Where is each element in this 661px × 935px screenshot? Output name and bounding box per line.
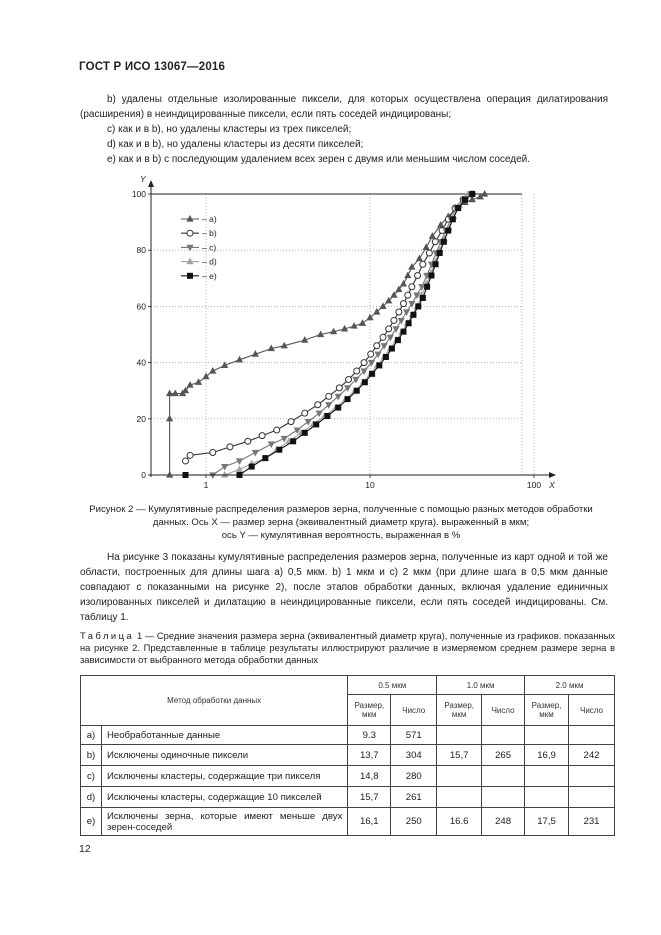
figure-caption-line: ось Y — кумулятивная вероятность, выраженная в % bbox=[221, 530, 461, 541]
y-tick-label: 60 bbox=[136, 301, 146, 312]
series-line bbox=[186, 194, 473, 461]
step-header: 0.5 мкм bbox=[348, 676, 437, 695]
count-cell: 242 bbox=[569, 745, 615, 766]
row-method: Исключены кластеры, содержащие три пикселя bbox=[101, 766, 347, 787]
data-point bbox=[359, 319, 366, 326]
count-header: Число bbox=[391, 695, 437, 726]
series-e bbox=[183, 191, 476, 478]
step-header: 1.0 мкм bbox=[437, 676, 525, 695]
data-point bbox=[400, 301, 406, 307]
data-point bbox=[374, 343, 380, 349]
row-method: Исключены одиночные пиксели bbox=[101, 745, 347, 766]
data-point bbox=[405, 292, 411, 298]
size-cell: 17,5 bbox=[525, 808, 569, 836]
size-cell bbox=[437, 766, 482, 787]
data-point bbox=[335, 405, 341, 411]
data-point bbox=[346, 376, 352, 382]
x-tick-label: 1 bbox=[203, 480, 209, 490]
data-point bbox=[423, 243, 430, 250]
data-point bbox=[227, 444, 233, 450]
data-point bbox=[325, 402, 332, 409]
figure-caption bbox=[70, 503, 612, 542]
data-point bbox=[183, 458, 189, 464]
row-key: d) bbox=[81, 787, 102, 808]
data-point bbox=[252, 450, 259, 457]
data-point bbox=[428, 272, 434, 278]
data-point bbox=[362, 379, 368, 385]
data-point bbox=[380, 334, 386, 340]
count-header: Число bbox=[482, 695, 525, 726]
data-point bbox=[354, 388, 360, 394]
legend-label: – a) bbox=[202, 214, 217, 224]
table-row bbox=[81, 787, 615, 808]
data-point bbox=[245, 438, 251, 444]
data-point bbox=[276, 447, 282, 453]
size-header: Размер, мкм bbox=[437, 695, 482, 726]
series-line bbox=[186, 194, 473, 475]
legend-label: – e) bbox=[202, 270, 217, 281]
data-point bbox=[400, 329, 406, 335]
data-point bbox=[391, 317, 397, 323]
count-cell: 250 bbox=[391, 808, 437, 836]
chart-legend bbox=[181, 214, 217, 281]
x-axis-arrow bbox=[549, 472, 556, 478]
row-method: Исключены зерна, которые имеют меньше двух зерен-соседей bbox=[101, 808, 347, 836]
data-point bbox=[432, 239, 438, 245]
data-point bbox=[361, 360, 367, 366]
chart-axes bbox=[132, 174, 556, 490]
grain-size-table bbox=[80, 675, 615, 836]
data-point bbox=[386, 326, 392, 332]
data-point bbox=[221, 464, 228, 471]
size-cell: 9.3 bbox=[348, 726, 391, 745]
count-cell: 231 bbox=[569, 808, 615, 836]
data-point bbox=[445, 228, 451, 234]
row-key: b) bbox=[81, 745, 102, 766]
legend-marker bbox=[187, 230, 193, 236]
body-paragraph bbox=[80, 550, 608, 625]
data-point bbox=[462, 197, 468, 203]
data-point bbox=[469, 191, 475, 197]
data-point bbox=[324, 413, 330, 419]
data-point bbox=[354, 368, 360, 374]
legend-marker bbox=[186, 215, 193, 222]
data-point bbox=[409, 284, 415, 290]
x-tick-label: 100 bbox=[526, 480, 542, 490]
table-caption-label: Таблица bbox=[80, 630, 135, 641]
row-key: c) bbox=[81, 766, 102, 787]
data-point bbox=[420, 295, 426, 301]
data-point bbox=[396, 309, 402, 315]
data-point bbox=[202, 373, 209, 380]
body-text: На рисунке 3 показаны кумулятивные распределения размеров зерна, полученные из карт одной и той же области, построенных для длины шага a) 0,5 мкм. b) 1 мкм и c) 2 мкм (при длине шага в 0,5 мкм данные совпадают с показанными на рисунке 2), после этапов обработки данных, включая удаление единичных изолированных пикселей и дилатацию в неиндицированные пиксели, если пять соседей индицированы. См. таблицу 1. bbox=[80, 552, 608, 623]
row-key: a) bbox=[81, 726, 102, 745]
data-point bbox=[369, 371, 375, 377]
data-point bbox=[313, 421, 319, 427]
data-point bbox=[400, 280, 407, 287]
method-header: Метод обработки данных bbox=[81, 676, 348, 726]
data-point bbox=[290, 438, 296, 444]
data-point bbox=[166, 471, 173, 478]
data-point bbox=[288, 419, 294, 425]
y-tick-label: 40 bbox=[136, 357, 146, 368]
size-cell bbox=[437, 787, 482, 808]
step-header: 2.0 мкм bbox=[525, 676, 615, 695]
y-tick-label: 0 bbox=[141, 470, 146, 480]
data-point bbox=[424, 284, 430, 290]
data-point bbox=[415, 303, 421, 309]
data-point bbox=[259, 433, 265, 439]
data-point bbox=[302, 430, 308, 436]
data-point bbox=[187, 452, 193, 458]
y-tick-label: 80 bbox=[136, 245, 146, 256]
data-point bbox=[336, 385, 342, 391]
data-point bbox=[455, 205, 461, 211]
data-point bbox=[426, 250, 432, 256]
data-point bbox=[420, 261, 426, 267]
legend-marker bbox=[187, 273, 193, 279]
x-axis-label: X bbox=[549, 480, 555, 490]
table-caption-text: 1 — Средние значения размера зерна (эквивалентный диаметр круга), полученные из графиков. показанных на рисунке 2. Представленные в таблице результаты иллюстрируют различие в измеряемом среднем размере зерна в зависимости от выбранного метода обработки данных bbox=[80, 630, 615, 665]
count-cell bbox=[482, 766, 525, 787]
series-b bbox=[183, 191, 476, 464]
data-point bbox=[305, 419, 312, 426]
count-cell: 248 bbox=[482, 808, 525, 836]
size-cell: 16,9 bbox=[525, 745, 569, 766]
data-point bbox=[326, 393, 332, 399]
data-point bbox=[195, 378, 202, 385]
data-point bbox=[433, 261, 439, 267]
count-cell: 304 bbox=[391, 745, 437, 766]
y-tick-label: 20 bbox=[136, 413, 146, 424]
data-point bbox=[183, 472, 189, 478]
data-point bbox=[262, 455, 268, 461]
row-method: Необработанные данные bbox=[101, 726, 347, 745]
row-method: Исключены кластеры, содержащие 10 пикселей bbox=[101, 787, 347, 808]
count-cell bbox=[482, 787, 525, 808]
data-point bbox=[302, 410, 308, 416]
count-header: Число bbox=[569, 695, 615, 726]
count-cell bbox=[569, 766, 615, 787]
size-cell bbox=[525, 726, 569, 745]
legend-label: – c) bbox=[202, 242, 217, 253]
intro-item-d: d) как и в b), но удалены кластеры из десяти пикселей; bbox=[107, 139, 364, 150]
intro-item-e: e) как и в b) с последующим удалением всех зерен с двумя или меньшим числом соседей. bbox=[107, 154, 531, 165]
figure-caption-line: Рисунок 2 — Кумулятивные распределения размеров зерна, полученные с помощью разных методов обработки bbox=[89, 504, 593, 515]
x-tick-label: 10 bbox=[365, 480, 375, 490]
data-point bbox=[389, 346, 395, 352]
count-cell: 280 bbox=[391, 766, 437, 787]
count-cell bbox=[569, 726, 615, 745]
page-number: 12 bbox=[79, 843, 91, 855]
document-header: ГОСТ Р ИСО 13067—2016 bbox=[79, 61, 226, 73]
data-point bbox=[166, 390, 173, 397]
data-point bbox=[450, 216, 456, 222]
data-point bbox=[376, 362, 382, 368]
legend-label: – b) bbox=[202, 228, 217, 239]
intro-item-c: c) как и в b), но удалены кластеры из трех пикселей; bbox=[107, 124, 352, 135]
data-point bbox=[315, 402, 321, 408]
size-cell: 14,8 bbox=[348, 766, 391, 787]
count-cell: 571 bbox=[391, 726, 437, 745]
count-cell: 265 bbox=[482, 745, 525, 766]
data-point bbox=[209, 472, 216, 479]
size-cell bbox=[437, 726, 482, 745]
data-point bbox=[236, 472, 242, 478]
row-key: e) bbox=[81, 808, 102, 836]
series-c bbox=[209, 191, 474, 479]
data-point bbox=[166, 415, 173, 422]
legend-label: – d) bbox=[202, 256, 217, 267]
data-point bbox=[345, 396, 351, 402]
series-line bbox=[170, 194, 485, 475]
data-point bbox=[437, 250, 443, 256]
size-cell bbox=[525, 787, 569, 808]
data-point bbox=[210, 450, 216, 456]
size-cell: 16,1 bbox=[348, 808, 391, 836]
data-point bbox=[316, 411, 323, 418]
count-cell: 261 bbox=[391, 787, 437, 808]
table-row bbox=[81, 808, 615, 836]
data-point bbox=[395, 337, 401, 343]
size-cell: 15,7 bbox=[437, 745, 482, 766]
data-point bbox=[172, 390, 179, 397]
y-axis-label: Y bbox=[140, 174, 146, 184]
table-row bbox=[81, 726, 615, 745]
data-point bbox=[404, 271, 411, 278]
size-cell: 13,7 bbox=[348, 745, 391, 766]
data-point bbox=[416, 255, 423, 262]
table-row bbox=[81, 766, 615, 787]
data-point bbox=[441, 239, 447, 245]
data-point bbox=[406, 320, 412, 326]
y-tick-label: 100 bbox=[131, 189, 146, 199]
data-point bbox=[366, 314, 373, 321]
size-cell: 15,7 bbox=[348, 787, 391, 808]
data-point bbox=[481, 190, 488, 197]
figure-caption-line: данных. Ось X — размер зерна (эквивалентный диаметр круга). выраженный в мкм; bbox=[152, 517, 530, 528]
table-row bbox=[81, 745, 615, 766]
size-cell: 16.6 bbox=[437, 808, 482, 836]
table-body bbox=[81, 726, 615, 836]
size-cell bbox=[525, 766, 569, 787]
data-point bbox=[383, 354, 389, 360]
data-point bbox=[274, 427, 280, 433]
count-cell bbox=[569, 787, 615, 808]
size-header: Размер, мкм bbox=[348, 695, 391, 726]
data-point bbox=[335, 394, 342, 401]
data-point bbox=[415, 272, 421, 278]
legend-marker bbox=[186, 258, 193, 265]
y-axis-arrow bbox=[148, 180, 154, 187]
data-point bbox=[368, 351, 374, 357]
table-caption bbox=[80, 630, 615, 666]
data-point bbox=[410, 312, 416, 318]
data-point bbox=[249, 464, 255, 470]
intro-item-b: b) удалены отдельные изолированные пиксели, для которых осуществлена операция дилатирования (расширения) в неиндицированные пиксели, если пять соседей индицированы; bbox=[80, 94, 608, 120]
data-point bbox=[268, 441, 275, 448]
count-cell bbox=[482, 726, 525, 745]
size-header: Размер, мкм bbox=[525, 695, 569, 726]
